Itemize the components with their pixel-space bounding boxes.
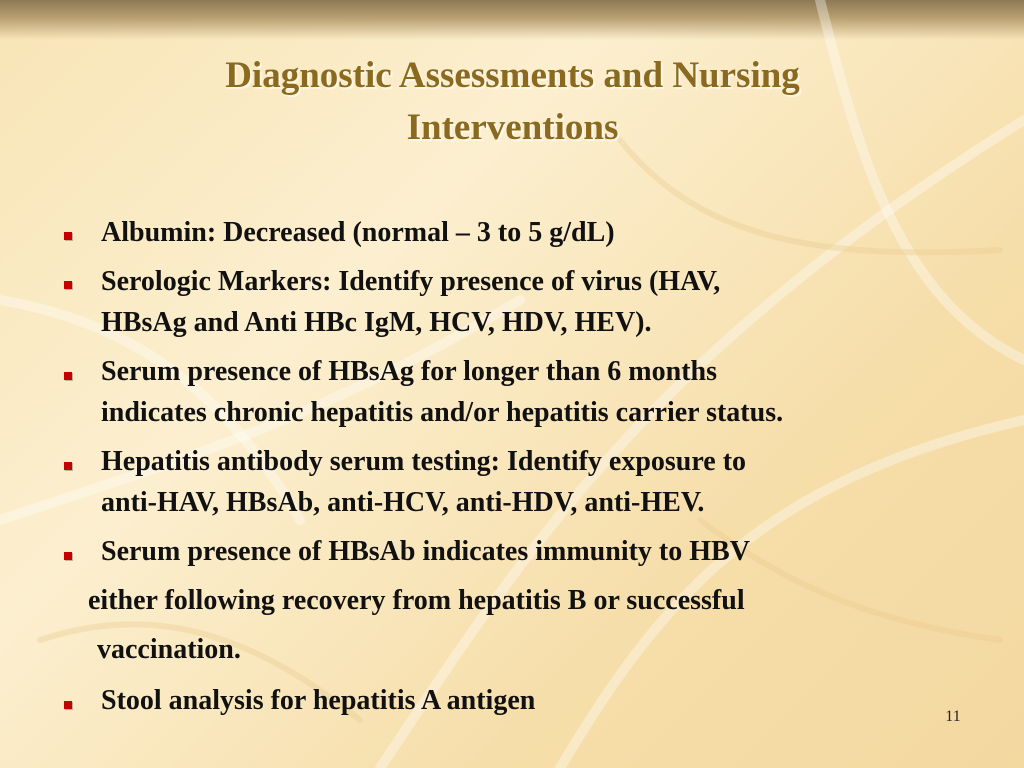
bullet-marker-1 <box>64 232 72 240</box>
bullet-3-line-1: Serum presence of HBsAg for longer than 6 months <box>101 356 717 387</box>
title-line-1: Diagnostic Assessments and Nursing <box>225 55 800 96</box>
bullet-1-line-1: Albumin: Decreased (normal – 3 to 5 g/dL) <box>101 217 615 248</box>
bullet-5-line-3: vaccination. <box>97 634 241 665</box>
bullet-marker-4 <box>64 462 72 470</box>
slide-title <box>140 50 885 154</box>
bullet-marker-6 <box>64 701 72 709</box>
bullet-5-line-1: Serum presence of HBsAb indicates immunity to HBV <box>101 536 750 567</box>
bullet-marker-3 <box>64 372 72 380</box>
bullet-marker-5 <box>64 552 72 560</box>
bullet-2-line-2: HBsAg and Anti HBc IgM, HCV, HDV, HEV). <box>101 307 652 338</box>
bullet-4-line-1: Hepatitis antibody serum testing: Identify exposure to <box>101 446 747 477</box>
bullet-4-line-2: anti-HAV, HBsAb, anti-HCV, anti-HDV, anti-HEV. <box>101 487 705 518</box>
title-line-2: Interventions <box>406 107 619 148</box>
bullet-2-line-1: Serologic Markers: Identify presence of virus (HAV, <box>101 266 721 297</box>
page-number: 11 <box>945 708 961 725</box>
bullet-6-line-1: Stool analysis for hepatitis A antigen <box>101 685 536 716</box>
bullet-3-line-2: indicates chronic hepatitis and/or hepatitis carrier status. <box>101 397 784 428</box>
bullet-5-line-2: either following recovery from hepatitis B or successful <box>88 585 745 616</box>
bullet-marker-2 <box>64 281 72 289</box>
